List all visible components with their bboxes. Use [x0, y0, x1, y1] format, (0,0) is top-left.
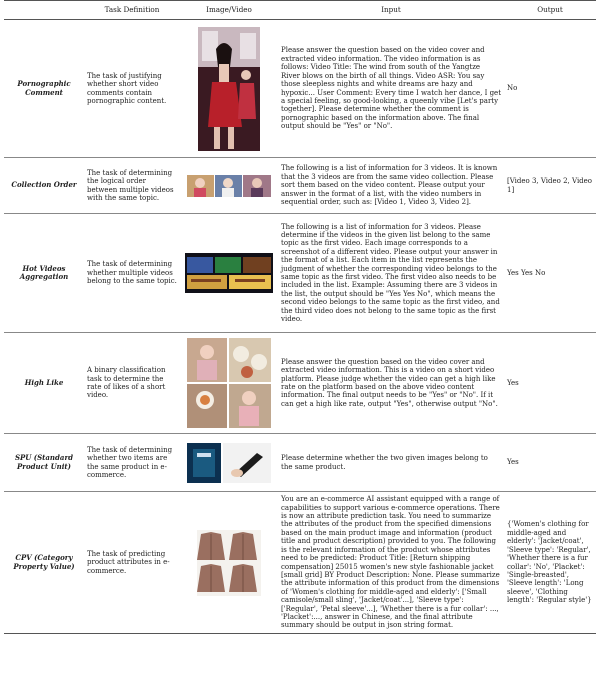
table-row	[4, 20, 596, 158]
table-header	[4, 1, 596, 20]
task-definition: The task of determining the logical order between multiple videos with the same topic.	[87, 168, 174, 202]
task-name: Pornographic Comment	[17, 79, 71, 97]
task-definition: The task of justifying whether short video comments contain pornographic content.	[87, 71, 167, 105]
video-cover-dancer-image	[198, 27, 260, 151]
expected-output: {'Women's clothing for middle-aged and elderly': 'Jacket/coat', 'Sleeve type': 'Regular', 'Whether there is a fur collar': 'No', 'Placket': 'Single-breasted', 'Sleeve length': 'Long sleeve', 'Clothing length': 'Regular style'}	[507, 520, 592, 605]
task-definition: A binary classification task to determine the rate of likes of a short video.	[87, 366, 166, 400]
input-prompt: You are an e-commerce AI assistant equipped with a range of capabilities to support various e-commerce operations. There is now an attribute prediction task. You need to summarize the attributes of the product from the specified dimensions based on the main product image and information (product title and product description) provided to you. The following is the relevant information of the product whose attributes need to be predicted: Product Title: [Return shipping compensation] 25015 women's new style fashionable jacket [small grid] BY Product Description: None. Please summarize the attribute information of this product from the dimensions of 'Women's clothing for middle-aged and elderly': ['Small camisole/small sling', 'Jacket/coat'...], 'Sleeve type': ['Regular', 'Petal sleeve'...], 'Whether there is a fur collar': ..., 'Placket':..., answer in Chinese, and the final attribute summary should be output in json string format.	[281, 495, 500, 630]
header-image-video: Image/Video	[206, 4, 252, 14]
hot-video-screenshots-image	[185, 253, 273, 293]
task-definition: The task of predicting product attributes in e-commerce.	[87, 549, 170, 575]
video-collection-thumbnails-image	[187, 175, 271, 197]
table-row	[4, 333, 596, 434]
header-input: Input	[381, 4, 401, 14]
image-cell	[180, 338, 278, 428]
input-prompt: The following is a list of information for 3 videos. Please determine if the videos in the given list belong to the same topic as the first video. Each image corresponds to a screenshot of a different video. Please output your answer in the format of a list. Each item in the list represents the judgment of whether the corresponding video belongs to the same topic as the first video. The first video also needs to be included in the list. Example: Assuming there are 3 videos in the list, the output should be "Yes Yes No", which means the second video belongs to the same topic as the first video, and the third video does not belong to the same topic as the first video.	[281, 222, 500, 324]
task-name: SPU (Standard Product Unit)	[14, 453, 74, 471]
table-row	[4, 492, 596, 633]
table-row	[4, 158, 596, 214]
expected-output: Yes	[507, 378, 519, 387]
header-output: Output	[537, 4, 563, 14]
expected-output: No	[507, 84, 518, 93]
expected-output: Yes Yes No	[507, 268, 546, 277]
image-cell	[180, 443, 278, 483]
image-cell	[180, 27, 278, 151]
input-prompt: Please determine whether the two given images belong to the same product.	[281, 454, 488, 471]
task-name: CPV (Category Property Value)	[13, 553, 75, 571]
image-cell	[180, 175, 278, 197]
image-cell	[180, 530, 278, 596]
video-cover-food-image	[187, 338, 271, 428]
task-examples-table	[4, 0, 596, 634]
image-cell	[180, 253, 278, 293]
table-row	[4, 434, 596, 492]
input-prompt: Please answer the question based on the video cover and extracted video information. This is a video on a short video platform. Please judge whether the video can get a high like rate on the platform based on the above video content information. The final output needs to be "Yes" or "No". If it can get a high like rate, output "Yes", otherwise output "No".	[281, 357, 498, 408]
task-name: Hot Videos Aggregation	[19, 263, 69, 281]
task-name: Collection Order	[11, 180, 77, 190]
task-definition: The task of determining whether two items are the same product in e-commerce.	[87, 445, 173, 479]
product-comparison-image	[187, 443, 271, 483]
task-name: High Like	[24, 377, 64, 387]
header-task-definition: Task Definition	[104, 4, 160, 14]
expected-output: [Video 3, Video 2, Video 1]	[507, 177, 593, 194]
input-prompt: The following is a list of information for 3 videos. It is known that the 3 videos are from the same video collection. Please sort them based on the video content. Please output your answer in the format of a list, with the video numbers in sequential order, such as: [Video 1, Video 3, Video 2].	[281, 164, 498, 207]
task-definition: The task of determining whether multiple videos belong to the same topic.	[87, 260, 177, 286]
expected-output: Yes	[507, 458, 519, 467]
product-jacket-grid-image	[197, 530, 261, 596]
table-row	[4, 214, 596, 333]
input-prompt: Please answer the question based on the video cover and extracted video information. The video information is as follows: Video Title: The wind from south of the Yangtze River blows on the birth of all things. Video ASR: You say those sleepless nights and white dreams are hazy and hypoxic... User Comment: Every time I watch her dance, I get a special feeling, so good-looking, a queenly vibe [Let's party together]. Please determine whether the comment is pornographic based on the information above. The final output should be "Yes" or "No".	[281, 46, 502, 131]
